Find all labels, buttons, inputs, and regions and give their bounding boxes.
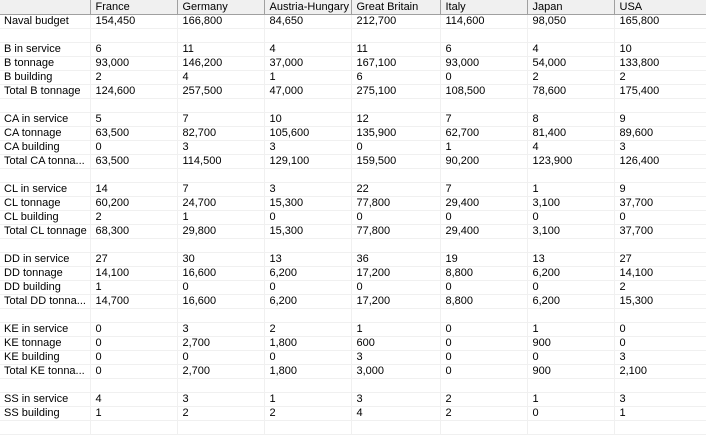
data-cell[interactable]: 0 (440, 365, 527, 379)
data-cell[interactable]: 11 (351, 43, 440, 57)
data-cell[interactable]: 14,100 (90, 267, 177, 281)
data-cell[interactable]: 1 (614, 407, 706, 421)
row-label-cell[interactable]: KE in service (0, 323, 90, 337)
data-cell[interactable]: 9 (614, 183, 706, 197)
table-row[interactable] (0, 127, 706, 141)
data-cell[interactable]: 900 (527, 337, 614, 351)
data-cell[interactable]: 5 (90, 113, 177, 127)
data-cell[interactable] (351, 239, 440, 253)
data-cell[interactable]: 1 (264, 393, 351, 407)
column-header-austria-hungary[interactable]: Austria-Hungary (264, 0, 351, 15)
data-cell[interactable] (90, 421, 177, 435)
data-cell[interactable]: 13 (264, 253, 351, 267)
data-cell[interactable] (614, 379, 706, 393)
data-cell[interactable]: 27 (90, 253, 177, 267)
data-cell[interactable]: 24,700 (177, 197, 264, 211)
data-cell[interactable] (90, 169, 177, 183)
data-cell[interactable]: 2 (614, 71, 706, 85)
table-row[interactable] (0, 351, 706, 365)
data-cell[interactable] (527, 309, 614, 323)
table-row[interactable] (0, 71, 706, 85)
data-cell[interactable] (527, 239, 614, 253)
data-cell[interactable]: 89,600 (614, 127, 706, 141)
data-cell[interactable]: 63,500 (90, 155, 177, 169)
data-cell[interactable]: 3 (614, 141, 706, 155)
data-cell[interactable] (177, 99, 264, 113)
row-label-cell[interactable] (0, 379, 90, 393)
table-row[interactable] (0, 225, 706, 239)
column-header-great-britain[interactable]: Great Britain (351, 0, 440, 15)
data-cell[interactable]: 1,800 (264, 337, 351, 351)
data-cell[interactable]: 6 (90, 43, 177, 57)
data-cell[interactable]: 30 (177, 253, 264, 267)
data-cell[interactable]: 4 (527, 43, 614, 57)
data-cell[interactable]: 1 (177, 211, 264, 225)
data-cell[interactable] (264, 309, 351, 323)
data-cell[interactable] (264, 239, 351, 253)
data-cell[interactable]: 0 (614, 323, 706, 337)
row-label-cell[interactable]: B tonnage (0, 57, 90, 71)
data-cell[interactable]: 167,100 (351, 57, 440, 71)
data-cell[interactable]: 3,100 (527, 225, 614, 239)
data-cell[interactable] (614, 29, 706, 43)
data-cell[interactable]: 154,450 (90, 15, 177, 29)
data-cell[interactable]: 0 (351, 281, 440, 295)
row-label-cell[interactable]: SS building (0, 407, 90, 421)
data-cell[interactable]: 78,600 (527, 85, 614, 99)
data-cell[interactable]: 16,600 (177, 267, 264, 281)
data-cell[interactable]: 9 (614, 113, 706, 127)
data-cell[interactable]: 0 (440, 281, 527, 295)
table-row[interactable] (0, 85, 706, 99)
data-cell[interactable]: 1 (527, 183, 614, 197)
data-cell[interactable]: 36 (351, 253, 440, 267)
data-cell[interactable]: 212,700 (351, 15, 440, 29)
table-row[interactable] (0, 99, 706, 113)
data-cell[interactable]: 82,700 (177, 127, 264, 141)
data-cell[interactable]: 600 (351, 337, 440, 351)
data-cell[interactable]: 165,800 (614, 15, 706, 29)
data-cell[interactable]: 257,500 (177, 85, 264, 99)
data-cell[interactable]: 0 (440, 211, 527, 225)
data-cell[interactable]: 29,400 (440, 225, 527, 239)
table-row[interactable] (0, 239, 706, 253)
row-label-cell[interactable] (0, 421, 90, 435)
data-cell[interactable]: 1 (351, 323, 440, 337)
data-cell[interactable]: 1 (264, 71, 351, 85)
column-header-japan[interactable]: Japan (527, 0, 614, 15)
data-cell[interactable]: 166,800 (177, 15, 264, 29)
data-cell[interactable]: 3,000 (351, 365, 440, 379)
data-cell[interactable]: 14,700 (90, 295, 177, 309)
data-cell[interactable]: 7 (440, 113, 527, 127)
data-cell[interactable]: 2 (90, 211, 177, 225)
table-row[interactable] (0, 169, 706, 183)
data-cell[interactable]: 124,600 (90, 85, 177, 99)
data-cell[interactable]: 123,900 (527, 155, 614, 169)
column-header-france[interactable]: France (90, 0, 177, 15)
data-cell[interactable]: 15,300 (264, 197, 351, 211)
data-cell[interactable]: 0 (90, 337, 177, 351)
data-cell[interactable] (90, 99, 177, 113)
data-cell[interactable]: 29,800 (177, 225, 264, 239)
data-cell[interactable]: 0 (527, 281, 614, 295)
data-cell[interactable]: 2,700 (177, 365, 264, 379)
data-cell[interactable]: 0 (264, 281, 351, 295)
data-cell[interactable]: 126,400 (614, 155, 706, 169)
data-cell[interactable]: 0 (440, 323, 527, 337)
data-cell[interactable]: 2 (264, 323, 351, 337)
data-cell[interactable]: 0 (440, 351, 527, 365)
data-cell[interactable]: 13 (527, 253, 614, 267)
row-label-cell[interactable]: CL tonnage (0, 197, 90, 211)
data-cell[interactable]: 3 (177, 323, 264, 337)
data-cell[interactable]: 8,800 (440, 267, 527, 281)
data-cell[interactable]: 84,650 (264, 15, 351, 29)
data-cell[interactable]: 68,300 (90, 225, 177, 239)
data-cell[interactable] (264, 421, 351, 435)
row-label-cell[interactable]: CL in service (0, 183, 90, 197)
row-label-cell[interactable]: SS in service (0, 393, 90, 407)
data-cell[interactable]: 0 (90, 323, 177, 337)
row-label-cell[interactable]: DD in service (0, 253, 90, 267)
data-cell[interactable]: 12 (351, 113, 440, 127)
data-cell[interactable] (351, 379, 440, 393)
data-cell[interactable] (440, 379, 527, 393)
table-row[interactable] (0, 141, 706, 155)
data-cell[interactable] (440, 169, 527, 183)
data-cell[interactable]: 8 (527, 113, 614, 127)
data-cell[interactable]: 77,800 (351, 225, 440, 239)
table-row[interactable] (0, 365, 706, 379)
data-cell[interactable]: 2 (527, 71, 614, 85)
data-cell[interactable] (264, 169, 351, 183)
data-cell[interactable]: 2 (90, 71, 177, 85)
table-row[interactable] (0, 379, 706, 393)
data-cell[interactable]: 175,400 (614, 85, 706, 99)
data-cell[interactable]: 0 (527, 407, 614, 421)
data-cell[interactable] (264, 379, 351, 393)
data-cell[interactable] (527, 29, 614, 43)
table-row[interactable] (0, 29, 706, 43)
data-cell[interactable]: 47,000 (264, 85, 351, 99)
data-cell[interactable]: 2 (440, 393, 527, 407)
table-row[interactable] (0, 393, 706, 407)
data-cell[interactable] (177, 309, 264, 323)
data-cell[interactable]: 8,800 (440, 295, 527, 309)
row-label-cell[interactable]: B building (0, 71, 90, 85)
column-header-germany[interactable]: Germany (177, 0, 264, 15)
table-row[interactable] (0, 15, 706, 29)
data-cell[interactable]: 4 (264, 43, 351, 57)
data-cell[interactable] (614, 421, 706, 435)
data-cell[interactable]: 900 (527, 365, 614, 379)
data-cell[interactable] (177, 421, 264, 435)
data-cell[interactable]: 10 (264, 113, 351, 127)
table-row[interactable] (0, 57, 706, 71)
data-cell[interactable] (440, 309, 527, 323)
row-label-cell[interactable]: KE tonnage (0, 337, 90, 351)
data-cell[interactable]: 0 (264, 351, 351, 365)
row-label-cell[interactable]: DD building (0, 281, 90, 295)
row-label-cell[interactable]: Naval budget (0, 15, 90, 29)
data-cell[interactable]: 1 (527, 393, 614, 407)
data-cell[interactable]: 108,500 (440, 85, 527, 99)
data-cell[interactable] (440, 239, 527, 253)
row-label-cell[interactable]: CA tonnage (0, 127, 90, 141)
row-label-cell[interactable] (0, 29, 90, 43)
data-cell[interactable]: 54,000 (527, 57, 614, 71)
row-label-cell[interactable]: Total B tonnage (0, 85, 90, 99)
table-row[interactable] (0, 267, 706, 281)
data-cell[interactable] (351, 169, 440, 183)
table-row[interactable] (0, 309, 706, 323)
data-cell[interactable] (351, 99, 440, 113)
data-cell[interactable] (440, 421, 527, 435)
data-cell[interactable]: 0 (351, 141, 440, 155)
table-row[interactable] (0, 183, 706, 197)
data-cell[interactable]: 114,500 (177, 155, 264, 169)
row-label-cell[interactable]: KE building (0, 351, 90, 365)
data-cell[interactable]: 1 (440, 141, 527, 155)
data-cell[interactable]: 3 (177, 141, 264, 155)
data-cell[interactable]: 0 (614, 337, 706, 351)
data-cell[interactable]: 15,300 (264, 225, 351, 239)
data-cell[interactable]: 1 (90, 407, 177, 421)
data-cell[interactable] (90, 379, 177, 393)
data-cell[interactable]: 77,800 (351, 197, 440, 211)
table-row[interactable] (0, 253, 706, 267)
data-cell[interactable] (177, 239, 264, 253)
data-cell[interactable]: 129,100 (264, 155, 351, 169)
data-cell[interactable]: 14 (90, 183, 177, 197)
data-cell[interactable]: 135,900 (351, 127, 440, 141)
row-label-cell[interactable]: B in service (0, 43, 90, 57)
data-cell[interactable]: 7 (440, 183, 527, 197)
data-cell[interactable]: 3 (351, 351, 440, 365)
data-cell[interactable]: 3 (264, 183, 351, 197)
data-cell[interactable] (614, 309, 706, 323)
data-cell[interactable] (527, 421, 614, 435)
data-cell[interactable]: 0 (177, 351, 264, 365)
table-row[interactable] (0, 197, 706, 211)
row-label-cell[interactable]: CA in service (0, 113, 90, 127)
data-cell[interactable] (614, 169, 706, 183)
data-cell[interactable]: 6 (351, 71, 440, 85)
data-cell[interactable]: 3 (614, 393, 706, 407)
data-cell[interactable]: 7 (177, 183, 264, 197)
data-cell[interactable] (264, 99, 351, 113)
data-cell[interactable]: 10 (614, 43, 706, 57)
column-header-italy[interactable]: Italy (440, 0, 527, 15)
table-row[interactable] (0, 323, 706, 337)
data-cell[interactable]: 29,400 (440, 197, 527, 211)
data-cell[interactable]: 22 (351, 183, 440, 197)
data-cell[interactable]: 16,600 (177, 295, 264, 309)
data-cell[interactable]: 0 (90, 351, 177, 365)
data-cell[interactable] (351, 309, 440, 323)
data-cell[interactable]: 14,100 (614, 267, 706, 281)
header-row (0, 0, 706, 15)
data-cell[interactable]: 0 (527, 351, 614, 365)
row-label-cell[interactable]: Total KE tonna... (0, 365, 90, 379)
data-cell[interactable]: 2 (614, 281, 706, 295)
data-cell[interactable] (90, 29, 177, 43)
data-cell[interactable]: 37,700 (614, 197, 706, 211)
data-cell[interactable]: 0 (440, 337, 527, 351)
data-cell[interactable]: 3 (614, 351, 706, 365)
data-cell[interactable] (177, 169, 264, 183)
data-cell[interactable]: 146,200 (177, 57, 264, 71)
data-cell[interactable]: 60,200 (90, 197, 177, 211)
data-cell[interactable]: 0 (614, 211, 706, 225)
data-cell[interactable]: 15,300 (614, 295, 706, 309)
data-cell[interactable]: 81,400 (527, 127, 614, 141)
data-cell[interactable]: 2 (440, 407, 527, 421)
data-cell[interactable] (90, 239, 177, 253)
data-cell[interactable]: 0 (90, 365, 177, 379)
data-cell[interactable]: 3 (351, 393, 440, 407)
data-cell[interactable]: 6,200 (527, 295, 614, 309)
data-cell[interactable]: 93,000 (90, 57, 177, 71)
data-cell[interactable] (440, 29, 527, 43)
table-row[interactable] (0, 337, 706, 351)
data-cell[interactable]: 0 (90, 141, 177, 155)
row-label-cell[interactable] (0, 169, 90, 183)
data-cell[interactable]: 6,200 (264, 295, 351, 309)
data-cell[interactable]: 3 (264, 141, 351, 155)
data-cell[interactable]: 6 (440, 43, 527, 57)
data-cell[interactable]: 275,100 (351, 85, 440, 99)
data-cell[interactable] (527, 169, 614, 183)
row-label-cell[interactable]: Total CA tonna... (0, 155, 90, 169)
data-cell[interactable] (614, 99, 706, 113)
data-cell[interactable]: 7 (177, 113, 264, 127)
data-cell[interactable]: 0 (351, 211, 440, 225)
table-row[interactable] (0, 421, 706, 435)
table-row[interactable] (0, 43, 706, 57)
row-label-cell[interactable]: Total DD tonna... (0, 295, 90, 309)
table-row[interactable] (0, 407, 706, 421)
data-cell[interactable]: 2,700 (177, 337, 264, 351)
data-cell[interactable]: 105,600 (264, 127, 351, 141)
row-label-cell[interactable] (0, 99, 90, 113)
row-label-cell[interactable]: CL building (0, 211, 90, 225)
table-row[interactable] (0, 113, 706, 127)
data-cell[interactable]: 159,500 (351, 155, 440, 169)
data-cell[interactable]: 4 (177, 71, 264, 85)
row-label-cell[interactable]: CA building (0, 141, 90, 155)
data-cell[interactable] (527, 379, 614, 393)
data-cell[interactable]: 63,500 (90, 127, 177, 141)
data-cell[interactable]: 17,200 (351, 267, 440, 281)
data-cell[interactable]: 98,050 (527, 15, 614, 29)
data-cell[interactable] (351, 29, 440, 43)
row-label-cell[interactable] (0, 309, 90, 323)
data-cell[interactable]: 0 (264, 211, 351, 225)
data-cell[interactable] (177, 29, 264, 43)
row-label-cell[interactable]: DD tonnage (0, 267, 90, 281)
corner-header-cell (0, 0, 90, 15)
data-cell[interactable]: 90,200 (440, 155, 527, 169)
table-row[interactable] (0, 281, 706, 295)
data-cell[interactable]: 0 (177, 281, 264, 295)
table-row[interactable] (0, 155, 706, 169)
data-cell[interactable]: 37,000 (264, 57, 351, 71)
row-label-cell[interactable] (0, 239, 90, 253)
data-cell[interactable]: 4 (527, 141, 614, 155)
data-cell[interactable]: 3 (177, 393, 264, 407)
data-cell[interactable]: 93,000 (440, 57, 527, 71)
data-cell[interactable]: 6,200 (264, 267, 351, 281)
data-cell[interactable]: 1 (527, 323, 614, 337)
data-cell[interactable]: 114,600 (440, 15, 527, 29)
data-cell[interactable]: 1 (90, 281, 177, 295)
data-cell[interactable]: 2 (177, 407, 264, 421)
data-cell[interactable] (177, 379, 264, 393)
data-cell[interactable]: 2,100 (614, 365, 706, 379)
row-label-cell[interactable]: Total CL tonnage (0, 225, 90, 239)
data-cell[interactable]: 27 (614, 253, 706, 267)
data-cell[interactable]: 6,200 (527, 267, 614, 281)
data-cell[interactable] (440, 99, 527, 113)
data-cell[interactable]: 19 (440, 253, 527, 267)
data-cell[interactable]: 4 (351, 407, 440, 421)
data-cell[interactable]: 2 (264, 407, 351, 421)
data-cell[interactable]: 3,100 (527, 197, 614, 211)
data-cell[interactable] (614, 239, 706, 253)
column-header-usa[interactable]: USA (614, 0, 706, 15)
data-cell[interactable]: 17,200 (351, 295, 440, 309)
data-cell[interactable]: 62,700 (440, 127, 527, 141)
data-cell[interactable] (264, 29, 351, 43)
data-cell[interactable]: 133,800 (614, 57, 706, 71)
data-cell[interactable]: 37,700 (614, 225, 706, 239)
data-cell[interactable]: 0 (440, 71, 527, 85)
data-cell[interactable] (90, 309, 177, 323)
table-row[interactable] (0, 211, 706, 225)
data-cell[interactable]: 4 (90, 393, 177, 407)
data-cell[interactable]: 11 (177, 43, 264, 57)
table-row[interactable] (0, 295, 706, 309)
data-cell[interactable]: 0 (527, 211, 614, 225)
data-cell[interactable] (527, 99, 614, 113)
data-cell[interactable]: 1,800 (264, 365, 351, 379)
data-cell[interactable] (351, 421, 440, 435)
